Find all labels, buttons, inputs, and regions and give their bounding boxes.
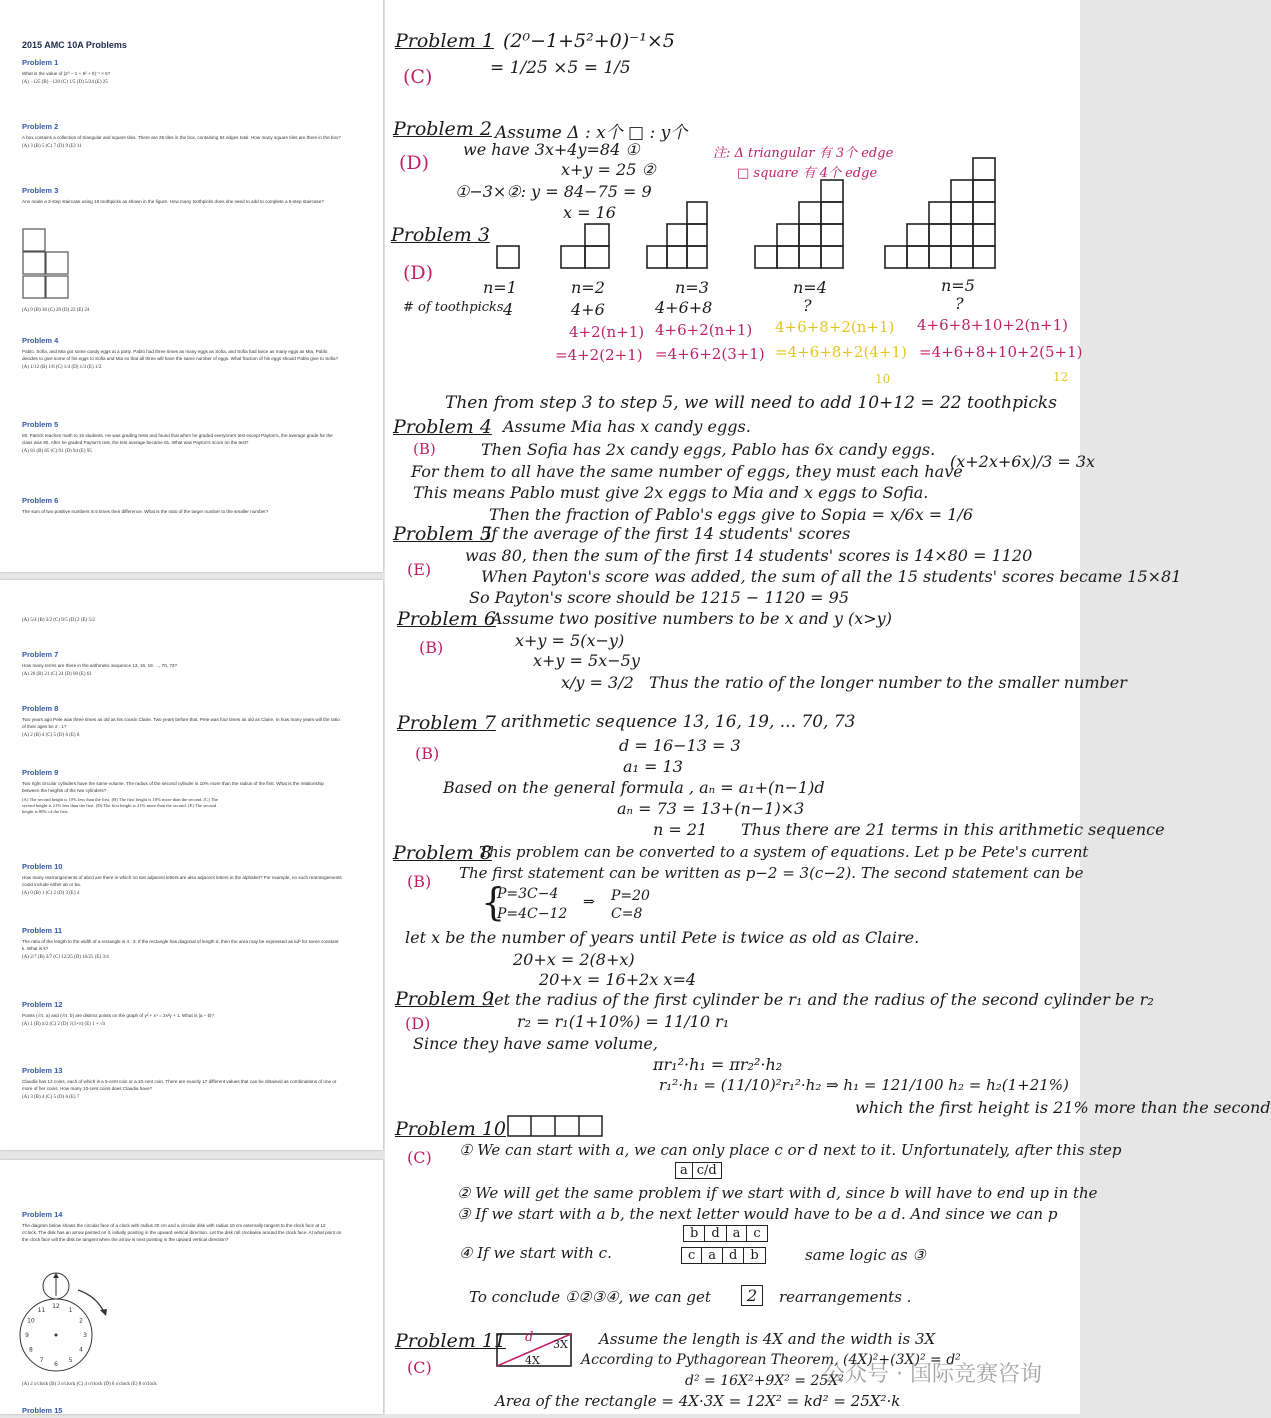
p7-line7: Thus there are 21 terms in this arithmetic sequence xyxy=(741,820,1165,839)
p7-line2: d = 16−13 = 3 xyxy=(619,736,741,755)
clock-numeral: 2 xyxy=(79,1317,84,1325)
p3-n2: n=2 xyxy=(571,278,605,297)
p6-label: Problem 6 xyxy=(397,608,496,630)
problem-7: Problem 7 How many terms are there in the arithmetic sequence 13, 16, 19, ..., 70, 73? (A) 20 (B) 21 (C) 24 (D) 60 (E) 61 xyxy=(22,650,177,677)
p2-note2: □ square 有 4个 edge xyxy=(737,166,878,181)
box-a-cell-1: a xyxy=(676,1163,693,1178)
p10-line1: ① We can start with a, we can only place c or d next to it. Unfortunately, after this step xyxy=(459,1141,1122,1159)
handwritten-solutions xyxy=(385,0,1271,1414)
empty-letter-boxes xyxy=(507,1114,603,1138)
p4-label: Problem 4 xyxy=(393,416,492,438)
p3-n4: n=4 xyxy=(793,278,827,297)
problem-15: Problem 15 xyxy=(22,1406,63,1415)
box-a-cell-2: c/d xyxy=(696,1163,717,1178)
problem-page-3 xyxy=(0,1160,383,1414)
p4-line1: Assume Mia has x candy eggs. xyxy=(503,417,751,436)
clock-numeral: 10 xyxy=(27,1317,35,1325)
problem-10: Problem 10 How many rearrangements of abcd are there in which no two adjacent letters are also adjacent letters in the alphabet? For example, no such rearrangements could include either ab or ba. (A) 0 (B) 1 (C) 2 (D) 3 (E) 4 xyxy=(22,862,342,896)
p7-line3: a₁ = 13 xyxy=(623,757,683,776)
p10-line5: same logic as ③ xyxy=(805,1246,926,1264)
problem-9: Problem 9 Two right circular cylinders have the same volume. The radius of the second cylinder is 10% more than the radius of the first. What is the relationship between the heights of the two cylinders? (A) The second height is 10% less than the first. (B) The first height is 10% more than the second. (C) The second height is 21% less than the first. (D) The first height is 21% more than the second. (E) The second height is 80% of the first. xyxy=(22,768,324,814)
problem-14: Problem 14 The diagram below shows the circular face of a clock with radius 20 cm and a circular disk with radius 10 cm externally tangent to the clock face at 12 o'clock. The disk has an arrow painted on it, initially pointing in the upward vertical direction. Let the disk roll clockwise around the clock face. At what point on the clock face will the disk be tangent when the arrow is next pointing in the upward vertical direction? xyxy=(22,1210,342,1242)
p11-answer: (C) xyxy=(407,1358,432,1377)
p11-label: Problem 11 xyxy=(395,1330,507,1352)
p3-f2-c: =4+6+8+2(4+1) xyxy=(775,343,907,361)
clock-numeral: 7 xyxy=(39,1357,44,1365)
p6-line3: x+y = 5x−5y xyxy=(533,651,640,670)
p5-line4: So Payton's score should be 1215 − 1120 = 95 xyxy=(469,588,850,607)
p3-count5: ? xyxy=(955,294,964,313)
p3-f1-b: 4+6+2(n+1) xyxy=(655,321,753,339)
p11-length: 4X xyxy=(525,1354,540,1367)
clock-numeral: 8 xyxy=(28,1346,33,1354)
p9-line6: which the first height is 21% more than the second xyxy=(855,1098,1271,1117)
problem-13: Problem 13 Claudia has 12 coins, each of which is a 5-cent coin or a 10-cent coin. There are exactly 17 different values that can be obtained as combinations of one or more of her coins. How many 10-cent coins does Claudia have? (A) 3 (B) 4 (C) 5 (D) 6 (E) 7 xyxy=(22,1066,337,1100)
box-b-cell-2: d xyxy=(705,1226,726,1241)
system-brace: { xyxy=(481,880,506,924)
p3-under-12: 12 xyxy=(1053,370,1069,384)
p5-answer: (E) xyxy=(407,560,432,579)
p7-answer: (B) xyxy=(415,744,440,763)
p8-line3: P=3C−4 xyxy=(497,886,559,902)
p8-line5: P=20 xyxy=(611,888,650,904)
p1-line2: = 1/25 ×5 = 1/5 xyxy=(490,58,631,78)
toothpick-staircases xyxy=(485,158,1080,278)
problem-5: Problem 5 Mr. Patrick teaches math to 15 students. He was grading tests and found that when he graded everyone's test except Payton's, the average grade for the class was 80. After he graded Payton's test, the test average became 81. What was Payton's score on the test? (A) 81 (B) 85 (C) 91 (D) 94 (E) 95 xyxy=(22,420,333,454)
p9-line5: r₁²·h₁ = (11/10)²r₁²·h₂ ⇒ h₁ = 121/100 h₂ = h₂(1+21%) xyxy=(659,1076,1069,1094)
p4-frac: (x+2x+6x)/3 = 3x xyxy=(950,452,1096,471)
clock-numeral: 12 xyxy=(52,1303,60,1310)
p3-label: Problem 3 xyxy=(391,224,490,246)
p10-line6: To conclude ①②③④, we can get xyxy=(469,1288,711,1306)
box-c-cell-4: b xyxy=(750,1248,759,1263)
problem-3: Problem 3 Ann made a 3-step staircase using 18 toothpicks as shown in the figure. How many toothpicks does she need to add to complete a 5-step staircase? xyxy=(22,186,324,204)
problem-page-1 xyxy=(0,0,383,572)
p10-label: Problem 10 xyxy=(395,1118,507,1140)
p5-line3: When Payton's score was added, the sum of all the 15 students' scores became 15×81 xyxy=(481,567,1182,586)
problem-6: Problem 6 The sum of two positive numbers is 5 times their difference. What is the ratio of the larger number to the smaller number? xyxy=(22,496,269,514)
p2-line2: we have 3x+4y=84 ① xyxy=(463,140,640,159)
box-c xyxy=(681,1247,766,1264)
box-c-cell-1: c xyxy=(682,1248,702,1263)
p3-n5: n=5 xyxy=(941,276,975,295)
problem-14-choices: (A) 2 o'clock (B) 3 o'clock (C) 4 o'clock (D) 6 o'clock (E) 8 o'clock xyxy=(22,1382,157,1387)
p7-label: Problem 7 xyxy=(397,712,496,734)
p7-line1: arithmetic sequence 13, 16, 19, ... 70, 73 xyxy=(501,712,856,732)
p10-line4: ④ If we start with c. xyxy=(459,1244,612,1262)
box-b-cell-3: a xyxy=(727,1226,748,1241)
p1-line1: (2⁰−1+5²+0)⁻¹×5 xyxy=(503,30,675,52)
p11-d: d xyxy=(525,1330,534,1345)
p8-line9: 20+x = 16+2x x=4 xyxy=(539,970,697,989)
p3-answer: (D) xyxy=(403,262,434,284)
p2-line3: x+y = 25 ② xyxy=(561,160,656,179)
p8-line7: let x be the number of years until Pete is twice as old as Claire. xyxy=(405,928,920,947)
p7-line5: aₙ = 73 = 13+(n−1)×3 xyxy=(617,799,805,818)
p11-line3: d² = 16X²+9X² = 25X² xyxy=(685,1373,844,1389)
problem-8: Problem 8 Two years ago Pete was three times as old as his cousin Claire. Two years before that, Pete was four times as old as Claire. In how many years will the ratio of their ages be 2 : 1? (A) 2 (B) 4 (C) 5 (D) 6 (E) 8 xyxy=(22,704,340,738)
clock-numeral: 11 xyxy=(37,1306,46,1314)
p9-label: Problem 9 xyxy=(395,988,494,1010)
problem-1: Problem 1 What is the value of (2⁰ − 1 + 5² + 0)⁻¹ × 5? (A) −125 (B) −120 (C) 1/5 (D) 5/24 (E) 25 xyxy=(22,58,111,85)
p5-line1: If the average of the first 14 students' scores xyxy=(485,524,851,543)
p3-count3: 4+6+8 xyxy=(655,298,713,317)
p11-line2: According to Pythagorean Theorem, (4X)²+(3X)² = d² xyxy=(581,1352,961,1368)
clock-numeral: 1 xyxy=(68,1306,73,1314)
p1-label: Problem 1 xyxy=(395,30,494,52)
p6-line5: Thus the ratio of the longer number to the smaller number xyxy=(649,673,1127,692)
p6-line4: x/y = 3/2 xyxy=(561,673,634,692)
box-c-cell-3: d xyxy=(723,1248,744,1263)
watermark: 公众号 · 国际竞赛咨询 xyxy=(823,1362,1042,1387)
p3-count4: ? xyxy=(803,296,812,315)
p8-line1: This problem can be converted to a system of equations. Let p be Pete's current xyxy=(479,843,1089,861)
p6-answer: (B) xyxy=(419,638,444,657)
clock-figure xyxy=(16,1260,126,1375)
clock-numeral: 9 xyxy=(25,1332,29,1339)
p7-line4: Based on the general formula , aₙ = a₁+(n−1)d xyxy=(443,778,825,797)
p2-note1: 注: Δ triangular 有 3个 edge xyxy=(713,146,894,161)
p3-conclusion: Then from step 3 to step 5, we will need to add 10+12 = 22 toothpicks xyxy=(445,393,1057,413)
staircase-figure xyxy=(22,228,70,300)
p5-label: Problem 5 xyxy=(393,523,492,545)
p3-count2: 4+6 xyxy=(571,300,605,319)
box-b xyxy=(683,1225,768,1242)
p2-line1: Assume Δ : x个 □ : y个 xyxy=(495,123,688,143)
p3-f1-c: 4+6+8+2(n+1) xyxy=(775,318,895,336)
p6-line2: x+y = 5(x−y) xyxy=(515,631,625,650)
p8-line4: P=4C−12 xyxy=(497,906,568,922)
p3-n1: n=1 xyxy=(483,278,517,297)
box-a xyxy=(675,1162,722,1179)
p4-line2: Then Sofia has 2x candy eggs, Pablo has 6x candy eggs. xyxy=(481,440,936,459)
clock-numeral: 3 xyxy=(83,1332,87,1339)
p10-line2: ② We will get the same problem if we start with d, since b will have to end up in the xyxy=(457,1184,1098,1202)
p10-answer-box: 2 xyxy=(741,1285,763,1306)
p10-answer: (C) xyxy=(407,1148,432,1167)
p3-n3: n=3 xyxy=(675,278,709,297)
p1-answer: (C) xyxy=(403,66,433,88)
p3-f2-a: =4+2(2+1) xyxy=(555,346,643,364)
problem-2: Problem 2 A box contains a collection of triangular and square tiles. There are 25 tiles in the box, containing 84 edges total. How many square tiles are there in the box? (A) 3 (B) 5 (C) 7 (D) 9 (E) 11 xyxy=(22,122,341,149)
problem-6-choices: (A) 5/4 (B) 3/2 (C) 9/5 (D) 2 (E) 5/2 xyxy=(22,618,95,623)
clock-numeral: 6 xyxy=(54,1361,58,1368)
p3-row-label: # of toothpicks xyxy=(403,300,504,315)
problem-12: Problem 12 Points (√π, a) and (√π, b) are distinct points on the graph of y² + x⁴ = 2x²y + 1. What is |a − b|? (A) 1 (B) π/2 (C) 2 (D) √(1+π) (E) 1 + √π xyxy=(22,1000,214,1027)
clock-numeral: 4 xyxy=(79,1346,84,1354)
page-heading: 2015 AMC 10A Problems xyxy=(22,40,127,50)
p2-line4: ①−3×②: y = 84−75 = 9 xyxy=(455,182,652,201)
p9-line2: r₂ = r₁(1+10%) = 11/10 r₁ xyxy=(517,1012,730,1031)
p11-line1: Assume the length is 4X and the width is 3X xyxy=(599,1330,936,1348)
problem-4: Problem 4 Pablo, Sofia, and Mia got some candy eggs at a party. Pablo had three times as many eggs as Sofia, and Sofia had twice as many eggs as Mia. Pablo decides to give some of his eggs to Sofia and Mia so that all three will have the same number of eggs. What fraction of his eggs should Pablo give to Sofia? (A) 1/12 (B) 1/6 (C) 1/4 (D) 1/3 (E) 1/2 xyxy=(22,336,339,370)
p6-line1: Assume two positive numbers to be x and y (x>y) xyxy=(491,609,892,628)
p3-count1: 4 xyxy=(503,300,514,319)
p8-label: Problem 8 xyxy=(393,842,492,864)
p4-line3: For them to all have the same number of eggs, they must each have xyxy=(411,462,963,481)
p2-line5: x = 16 xyxy=(563,203,616,222)
p3-f2-b: =4+6+2(3+1) xyxy=(655,345,765,363)
box-b-cell-1: b xyxy=(684,1226,705,1241)
p2-answer: (D) xyxy=(399,152,430,174)
p11-line4: Area of the rectangle = 4X·3X = 12X² = kd² = 25X²·k xyxy=(495,1392,901,1410)
p9-line1: let the radius of the first cylinder be r₁ and the radius of the second cylinder be r₂ xyxy=(489,990,1154,1009)
p8-answer: (B) xyxy=(407,872,432,891)
p11-width: 3X xyxy=(553,1338,568,1351)
p9-answer: (D) xyxy=(405,1014,431,1033)
p4-answer: (B) xyxy=(413,440,436,458)
p4-line4: This means Pablo must give 2x eggs to Mia and x eggs to Sofia. xyxy=(413,483,929,502)
p8-line6: C=8 xyxy=(611,906,643,922)
p5-line2: was 80, then the sum of the first 14 students' scores is 14×80 = 1120 xyxy=(465,546,1033,565)
p3-f1-a: 4+2(n+1) xyxy=(569,323,645,341)
box-c-cell-2: a xyxy=(702,1248,723,1263)
p10-line7: rearrangements . xyxy=(779,1288,912,1306)
p3-f2-d: =4+6+8+10+2(5+1) xyxy=(919,343,1083,361)
problem-page-2 xyxy=(0,580,383,1150)
p2-label: Problem 2 xyxy=(393,118,492,140)
problem-3-choices: (A) 9 (B) 18 (C) 20 (D) 22 (E) 24 xyxy=(22,308,90,313)
p8-line2: The first statement can be written as p−2 = 3(c−2). The second statement can be xyxy=(459,864,1084,882)
p3-under-10: 10 xyxy=(875,372,891,386)
p4-line5: Then the fraction of Pablo's eggs give to Sopia = x/6x = 1/6 xyxy=(489,505,974,524)
box-b-cell-4: c xyxy=(753,1226,761,1241)
p10-line3: ③ If we start with a b, the next letter would have to be a d. And since we can p xyxy=(457,1205,1058,1223)
p7-line6: n = 21 xyxy=(653,820,708,839)
p9-line4: πr₁²·h₁ = πr₂²·h₂ xyxy=(653,1055,783,1074)
problem-11: Problem 11 The ratio of the length to the width of a rectangle is 4 : 3. If the rectangle has diagonal of length d, then the area may be expressed as kd² for some constant k. What is k? (A) 2/7 (B) 3/7 (C) 12/25 (D) 16/25 (E) 3/4 xyxy=(22,926,339,960)
p8-line8: 20+x = 2(8+x) xyxy=(513,950,635,969)
clock-numeral: 5 xyxy=(68,1357,73,1365)
p9-line3: Since they have same volume, xyxy=(413,1034,658,1053)
implies-arrow: ⇒ xyxy=(583,894,595,910)
p3-f1-d: 4+6+8+10+2(n+1) xyxy=(917,316,1069,334)
